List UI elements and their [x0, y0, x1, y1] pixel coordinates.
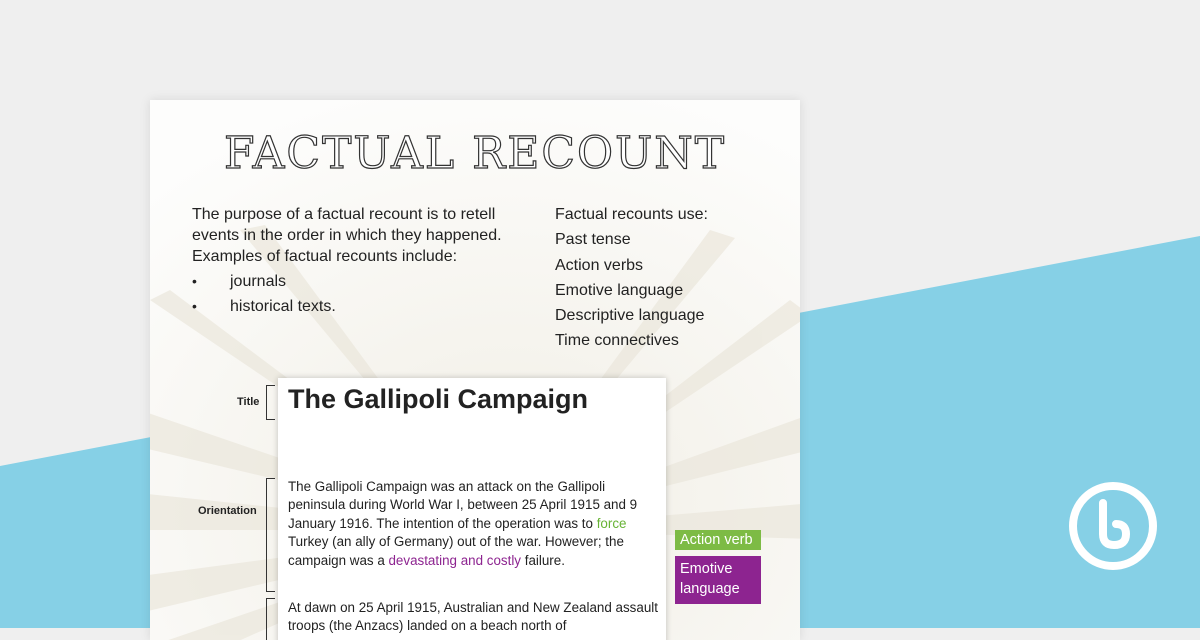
- action-verb-legend: Action verb: [675, 530, 761, 550]
- orientation-label: Orientation: [198, 505, 257, 517]
- events-paragraph: At dawn on 25 April 1915, Australian and New Zealand assault troops (the Anzacs) landed on a beach north of: [288, 600, 658, 634]
- list-item: Action verbs: [555, 256, 644, 274]
- example-title: The Gallipoli Campaign: [288, 384, 589, 414]
- features-heading: Factual recounts use:: [555, 206, 708, 223]
- list-item: • historical texts.: [192, 294, 336, 319]
- bullet-icon: •: [192, 298, 197, 314]
- emotive-language-legend: Emotive language: [675, 556, 761, 604]
- list-item: Emotive language: [555, 281, 684, 299]
- emotive-language-highlight: devastating and costly: [388, 552, 521, 568]
- orientation-bracket: [266, 478, 275, 592]
- bullet-icon: •: [192, 273, 197, 289]
- events-bracket: [266, 598, 275, 640]
- list-item: • journals: [192, 269, 336, 294]
- worksheet-page: [150, 100, 800, 640]
- example-text-card: [278, 378, 666, 640]
- list-item: Descriptive language: [555, 307, 705, 325]
- example-list: [192, 269, 336, 319]
- features-list: [555, 202, 708, 354]
- page-title: FACTUAL RECOUNT: [223, 128, 727, 179]
- intro-text: The purpose of a factual recount is to retell events in the order in which they happened. Examples of factual recounts include:: [192, 206, 502, 265]
- teach-starter-logo-icon: [1066, 479, 1160, 573]
- action-verb-highlight: force: [596, 515, 627, 531]
- orientation-paragraph: The Gallipoli Campaign was an attack on the Gallipoli peninsula during World War I, between 25 April 1915 and 9 January 1916. The intention of the operation was to force Turkey (an ally of Germany) out of the war. However; the campaign was a devastating and costly failure.: [288, 479, 638, 568]
- list-item: Past tense: [555, 231, 631, 249]
- title-label: Title: [237, 396, 260, 408]
- title-bracket: [266, 385, 275, 420]
- list-item: Time connectives: [555, 332, 679, 350]
